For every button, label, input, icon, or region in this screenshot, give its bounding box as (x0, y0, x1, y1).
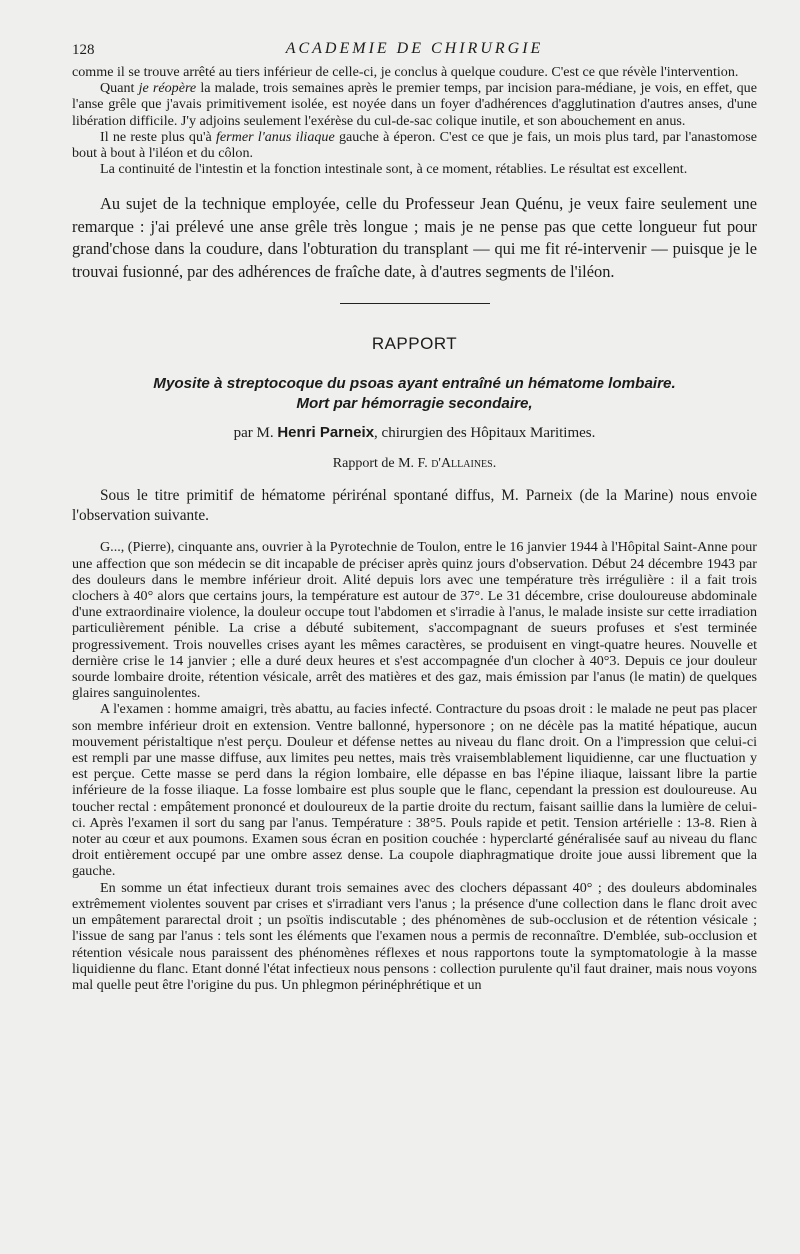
paragraph-anus-closure (72, 129, 757, 161)
paragraph-observation-summary: En somme un état infectieux durant trois semaines avec des clochers dépassant 40° ; des douleurs abdominales extrêmement violentes souvent par crises et s'irradiant vers l'anus ; la présence d'une collection dans le flanc droit avec un empâtement pararectal droit ; un psoïtis indiscutable ; des phénomènes de sub-occlusion et de rétention vésicale ; l'issue de sang par l'anus : tels sont les éléments que l'examen nous a permis de reconnaître. D'emblée, sub-occlusion et rétention vésicale nous paraissent des phénomènes réflexes et nous rapportons toute la symptomatologie à la masse liquidienne du flanc. Etant donné l'état infectieux nous pensons : collection purulente qu'il faut drainer, mais nous voyons mal quelle peut être l'origine du pus. Un phlegmon périnéphrétique et un (72, 879, 757, 993)
reporter-line (72, 456, 757, 472)
byline-suffix: , chirurgien des Hôpitaux Maritimes. (374, 425, 596, 442)
text: gauche à éperon. C'est ce que je fais, un mois plus tard, par l'anastomose bout à bout à l'iléon et du côlon. (72, 128, 757, 162)
section-heading: RAPPORT (371, 334, 458, 354)
article-title-line-2: Mort par hémorragie secondaire, (296, 395, 533, 413)
running-head (72, 38, 757, 64)
author-name: Henri Parneix (277, 424, 375, 442)
page-number: 128 (72, 42, 95, 58)
paragraph-continuation: comme il se trouve arrêté au tiers inférieur de celle-ci, je conclus à quelque coudure. C'est ce que révèle l'intervention. (72, 64, 739, 80)
reporter-name: d'Allaines (431, 456, 493, 472)
italic-text: je réopère (138, 80, 197, 97)
paragraph-observation-exam: A l'examen : homme amaigri, très abattu, au facies infecté. Contracture du psoas droit : le malade ne peut pas placer son membre inférieur droit en extension. Ventre ballonné, hypersonore ; on ne décèle pas la matité hépatique, aucun mouvement péristaltique n'est perçu. Douleur et défense nettes au niveau du flanc droit. On a l'impression que celui-ci est rempli par une masse diffuse, aux limites peu nettes, mais très vraisemblablement liquidienne, car une fluctuation y est perçue. Cette masse se perd dans la région lombaire, elle dépasse en bas l'épine iliaque, laissant libre la partie inférieure de la fosse iliaque. La fosse lombaire est plus souple que le flanc, cependant la pression est douloureuse. Au toucher rectal : empâtement prononcé et douloureux de la partie droite du rectum, faisant saillie dans la lumière de celui-ci. Après l'examen il sort du sang par l'anus. Température : 38°5. Pouls rapide et petit. Tension artérielle : 13-8. Rien à noter au cœur et aux poumons. Examen sous écran en position couchée : hyperclarté généralisée sauf au niveau du flanc droit entièrement occupé par une ombre assez dense. La coupole diaphragmatique droite joue aussi librement que la gauche. (72, 701, 757, 880)
reporter-prefix: Rapport de M. F. (332, 456, 432, 472)
article-title-line-1: Myosite à streptocoque du psoas ayant entraîné un hématome lombaire. (153, 375, 676, 393)
paragraph-intro: Sous le titre primitif de hématome périrénal spontané diffus, M. Parneix (de la Marine) nous envoie l'observation suivante. (72, 487, 757, 524)
text: la malade, trois semaines après le premier temps, par incision para-médiane, je vois, en effet, que l'anse grêle que j'avais primitivement isolée, est noyée dans un foyer d'adhérences d'agglutination d'autres anses, d'une libération difficile. J'y adjoins seulement l'exérèse du cul-de-sac colique inutile, et son abouchement en anus. (72, 80, 757, 129)
paragraph-observation-history: G..., (Pierre), cinquante ans, ouvrier à la Pyrotechnie de Toulon, entre le 16 janvier 1944 à l'Hôpital Saint-Anne pour une affection que son médecin se dit incapable de préciser après quinz jours d'observation. Début 24 décembre 1943 par des douleurs dans le membre inférieur droit. Alité depuis lors avec une température très irrégulière : il a fait trois clochers à 40° alors que certains jours, la température est autour de 37°. Le 31 décembre, crise douloureuse abdominale d'une extraordinaire violence, la douleur occupe tout l'abdomen et s'irradie à l'anus, le malade insiste sur cette irradiation particulièrement pénible. La crise a débuté subitement, s'accompagnant de sueurs profuses et s'est terminée progressivement. Trois nouvelles crises ayant les mêmes caractères, se produisent en vingt-quatre heures. Nouvelle et dernière crise le 14 janvier ; elle a duré deux heures et s'est accompagnée d'un clocher à 40°3. Depuis ce jour douleur sourde lombaire droite, rétention vésicale, arrêt des matières et des gaz, mais émission par l'anus (le matin) de quelques glaires sanguinolentes. (72, 539, 757, 702)
text: Quant (100, 80, 139, 97)
italic-text: fermer l'anus iliaque (216, 128, 335, 145)
page (72, 38, 757, 993)
byline (72, 424, 757, 442)
article-title (72, 374, 757, 414)
paragraph-reoperation (72, 80, 757, 129)
text: Il ne reste plus qu'à (100, 128, 217, 145)
reporter-suffix: . (492, 456, 497, 472)
paragraph-result: La continuité de l'intestin et la fonction intestinale sont, à ce moment, rétablies. Le résultat est excellent. (100, 161, 688, 178)
byline-prefix: par M. (233, 425, 278, 442)
journal-title: ACADEMIE DE CHIRURGIE (285, 40, 544, 57)
paragraph-technique-remark: Au sujet de la technique employée, celle du Professeur Jean Quénu, je veux faire seulement une remarque : j'ai prélevé une anse grêle très longue ; mais je ne pense pas que cette longueur fut pour grand'chose dans la coudure, dans l'obturation du transplant — qui me fit ré-intervenir — puisque je le trouvai fusionné, par des adhérences de fraîche date, à d'autres segments de l'iléon. (72, 194, 757, 281)
section-divider (340, 303, 490, 304)
